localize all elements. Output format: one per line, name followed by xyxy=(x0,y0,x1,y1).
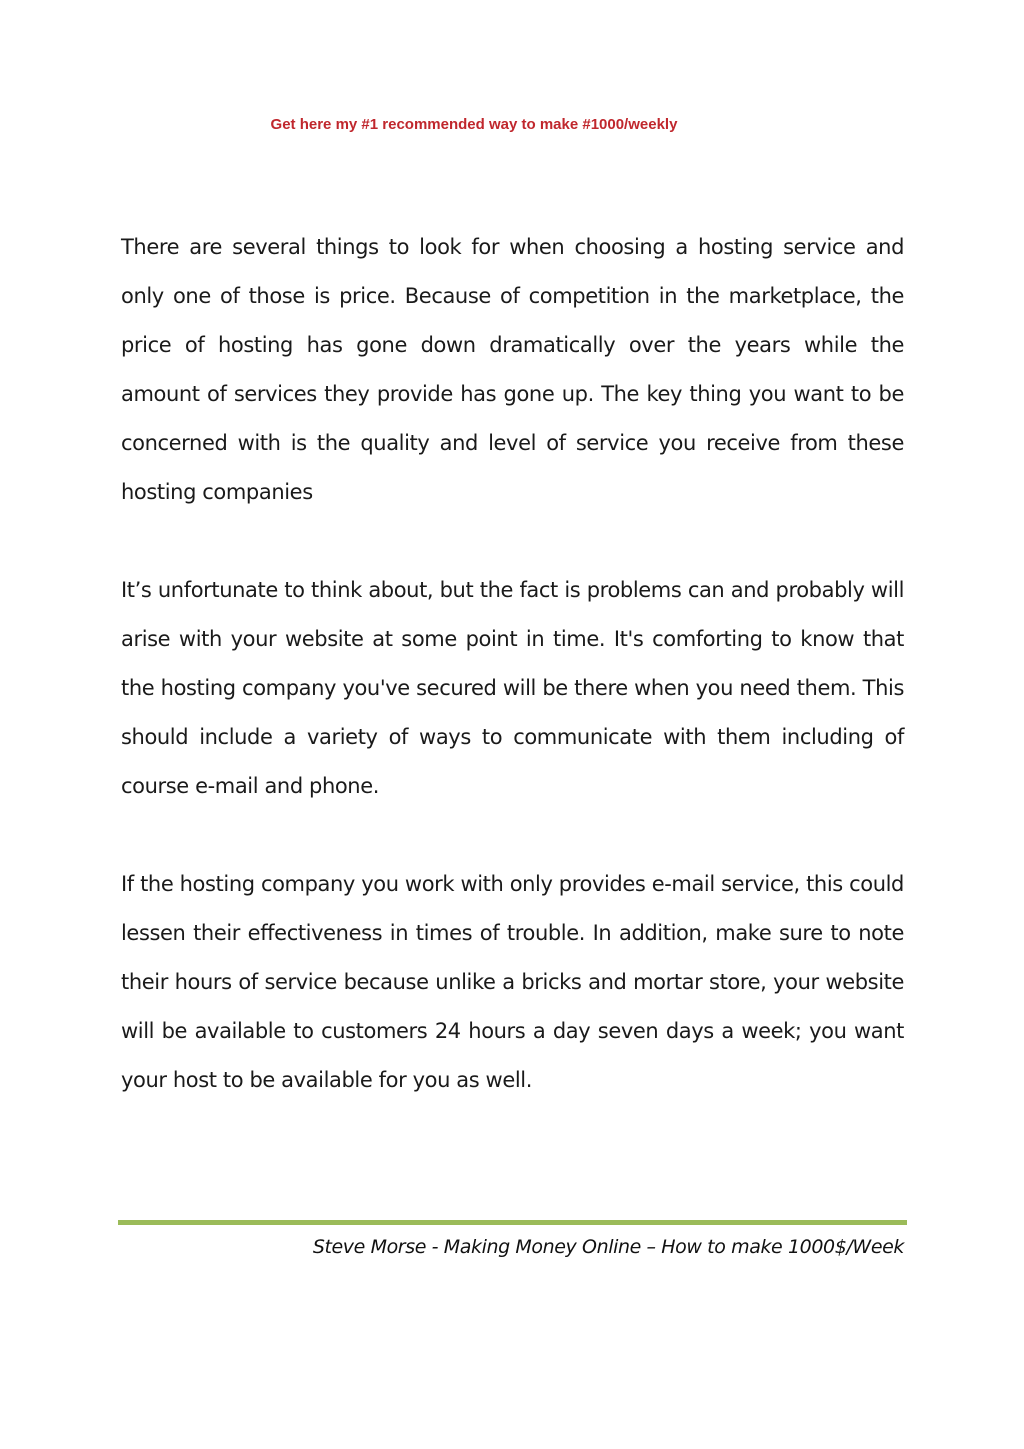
paragraph-hosting-problems: It’s unfortunate to think about, but the fact is problems can and probably will arise with your website at some point in time. It's comforting to know that the hosting company you've secured will be there when you need them. This should include a variety of ways to communicate with them including of course e-mail and phone. xyxy=(121,578,904,798)
promo-link[interactable]: Get here my #1 recommended way to make #1000/weekly xyxy=(270,116,678,133)
paragraph-hosting-price: There are several things to look for when choosing a hosting service and only one of those is price. Because of competition in the marketplace, the price of hosting has gone down dramatically over the years while the amount of services they provide has gone up. The key thing you want to be concerned with is the quality and level of service you receive from these hosting companies xyxy=(121,235,904,504)
paragraph-hosting-hours: If the hosting company you work with only provides e-mail service, this could lessen their effectiveness in times of trouble. In addition, make sure to note their hours of service because unlike a bricks and mortar store, your website will be available to customers 24 hours a day seven days a week; you want your host to be available for you as well. xyxy=(121,872,904,1092)
footer-divider xyxy=(118,1220,907,1225)
document-body xyxy=(121,223,904,1154)
footer-caption: Steve Morse - Making Money Online – How to make 1000$/Week xyxy=(312,1236,904,1258)
